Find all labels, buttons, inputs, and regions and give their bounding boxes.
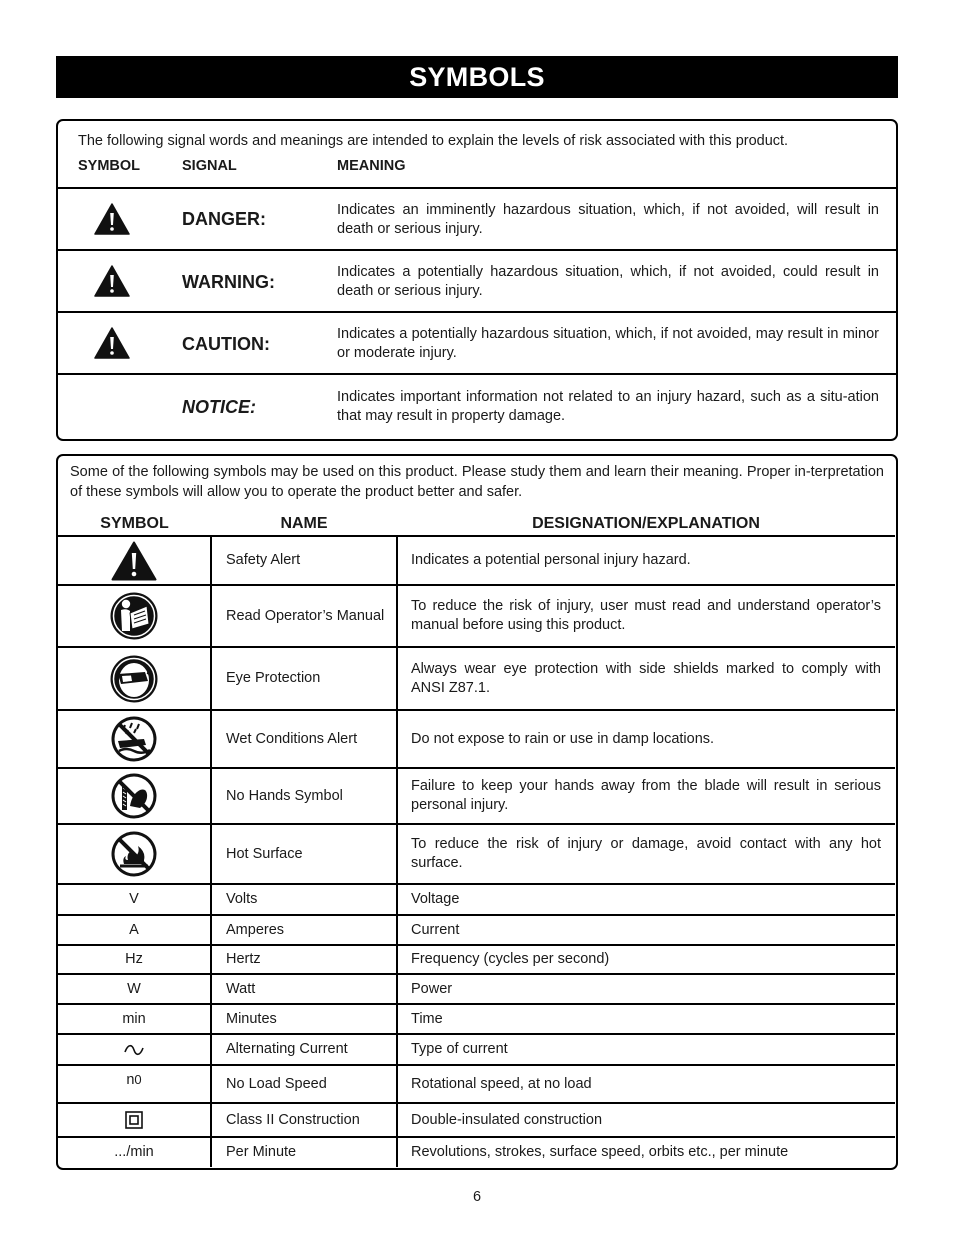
no-load-symbol: n: [126, 1072, 135, 1088]
signal-row-caution: [58, 311, 896, 373]
symbol-cell: [58, 1034, 211, 1065]
name-cell: Alternating Current: [211, 1034, 397, 1065]
name-cell: Hot Surface: [211, 824, 397, 884]
explanation-cell: Type of current: [397, 1034, 895, 1065]
class-ii-construction-icon: [125, 1111, 143, 1129]
symbol-cell: [58, 710, 211, 768]
symbol-cell: [58, 585, 211, 647]
name-cell: No Load Speed: [211, 1065, 397, 1103]
signal-intro: The following signal words and meanings are intended to explain the levels of risk associated with this product.: [78, 133, 789, 149]
symbol-cell: [58, 824, 211, 884]
symbol-cell: [58, 1103, 211, 1137]
explanation-cell: Rotational speed, at no load: [397, 1065, 895, 1103]
warning-triangle-icon: [94, 265, 130, 297]
header-name-col: NAME: [280, 515, 328, 532]
table-row: [58, 768, 895, 824]
symbol-cell: A: [58, 915, 211, 945]
name-cell: Per Minute: [211, 1137, 397, 1167]
page-title: SYMBOLS: [56, 56, 898, 98]
symbol-cell: W: [58, 974, 211, 1004]
table-row: [58, 647, 895, 710]
signal-danger: DANGER:: [182, 209, 266, 229]
name-cell: Class II Construction: [211, 1103, 397, 1137]
no-load-subscript: 0: [134, 1072, 142, 1087]
table-row: [58, 945, 895, 974]
signal-row-danger: [58, 187, 896, 249]
signal-row-warning: [58, 249, 896, 311]
symbol-cell: [58, 647, 211, 710]
name-cell: Minutes: [211, 1004, 397, 1034]
table-row: [58, 974, 895, 1004]
name-cell: Hertz: [211, 945, 397, 974]
explanation-cell: Always wear eye protection with side shields marked to comply with ANSI Z87.1.: [397, 647, 895, 710]
header-symbol: SYMBOL: [78, 158, 141, 174]
name-cell: Wet Conditions Alert: [211, 710, 397, 768]
name-cell: Eye Protection: [211, 647, 397, 710]
name-cell: Volts: [211, 884, 397, 915]
symbol-cell: min: [58, 1004, 211, 1034]
symbol-cell: Hz: [58, 945, 211, 974]
table-row: [58, 824, 895, 884]
page-number: 6: [472, 1189, 482, 1205]
table-row: [58, 1004, 895, 1034]
signal-caution: CAUTION:: [182, 334, 270, 354]
signal-notice: NOTICE:: [182, 397, 256, 417]
table-row: [58, 1034, 895, 1065]
meaning-danger: Indicates an imminently hazardous situation, which, if not avoided, will result in death or serious injury.: [337, 202, 879, 237]
symbol-cell: [58, 536, 211, 585]
wet-conditions-icon: [110, 715, 158, 763]
header-meaning: MEANING: [337, 158, 406, 174]
explanation-cell: To reduce the risk of injury or damage, avoid contact with any hot surface.: [397, 824, 895, 884]
header-explanation-col: DESIGNATION/EXPLANATION: [532, 515, 760, 532]
symbol-cell: [58, 768, 211, 824]
symbol-cell: [58, 1065, 211, 1103]
symbol-cell: .../min: [58, 1137, 211, 1167]
explanation-cell: Do not expose to rain or use in damp locations.: [397, 710, 895, 768]
name-cell: No Hands Symbol: [211, 768, 397, 824]
explanation-cell: Time: [397, 1004, 895, 1034]
eye-protection-icon: [109, 654, 159, 704]
explanation-cell: Double-insulated construction: [397, 1103, 895, 1137]
warning-triangle-icon: [94, 327, 130, 359]
explanation-cell: To reduce the risk of injury, user must read and understand operator’s manual before using this product.: [397, 585, 895, 647]
meaning-warning: Indicates a potentially hazardous situation, which, if not avoided, could result in death or serious injury.: [337, 264, 879, 299]
header-signal: SIGNAL: [182, 158, 237, 174]
name-cell: Safety Alert: [211, 536, 397, 585]
explanation-cell: Frequency (cycles per second): [397, 945, 895, 974]
header-symbol-col: SYMBOL: [100, 515, 169, 532]
signal-warning: WARNING:: [182, 272, 275, 292]
signal-words-box: [56, 119, 898, 441]
safety-alert-triangle-icon: [111, 541, 157, 581]
no-hands-icon: [110, 772, 158, 820]
symbols-intro: Some of the following symbols may be used on this product. Please study them and learn their meaning. Proper in-terpretation of these symbols will allow you to operate the product better and safer.: [70, 464, 884, 500]
explanation-cell: Revolutions, strokes, surface speed, orbits etc., per minute: [397, 1137, 895, 1167]
warning-triangle-icon: [94, 203, 130, 235]
name-cell: Amperes: [211, 915, 397, 945]
table-row: [58, 884, 895, 915]
table-row: [58, 585, 895, 647]
name-cell: Read Operator’s Manual: [211, 585, 397, 647]
explanation-cell: Voltage: [397, 884, 895, 915]
explanation-cell: Current: [397, 915, 895, 945]
explanation-cell: Indicates a potential personal injury hazard.: [397, 536, 895, 585]
meaning-caution: Indicates a potentially hazardous situation, which, if not avoided, may result in minor or moderate injury.: [337, 326, 879, 361]
explanation-cell: Failure to keep your hands away from the blade will result in serious personal injury.: [397, 768, 895, 824]
table-row: [58, 710, 895, 768]
table-row: [58, 536, 895, 585]
table-row: [58, 915, 895, 945]
table-row: [58, 1137, 895, 1167]
hot-surface-icon: [110, 830, 158, 878]
meaning-notice: Indicates important information not related to an injury hazard, such as a situ-ation that may result in property damage.: [337, 389, 879, 424]
symbols-box: [56, 454, 898, 1170]
table-row: [58, 1065, 895, 1103]
symbol-cell: V: [58, 884, 211, 915]
name-cell: Watt: [211, 974, 397, 1004]
alternating-current-icon: [123, 1043, 145, 1057]
read-manual-icon: [109, 591, 159, 641]
symbols-table: [58, 535, 895, 1167]
explanation-cell: Power: [397, 974, 895, 1004]
signal-row-notice: [58, 373, 896, 439]
table-row: [58, 1103, 895, 1137]
